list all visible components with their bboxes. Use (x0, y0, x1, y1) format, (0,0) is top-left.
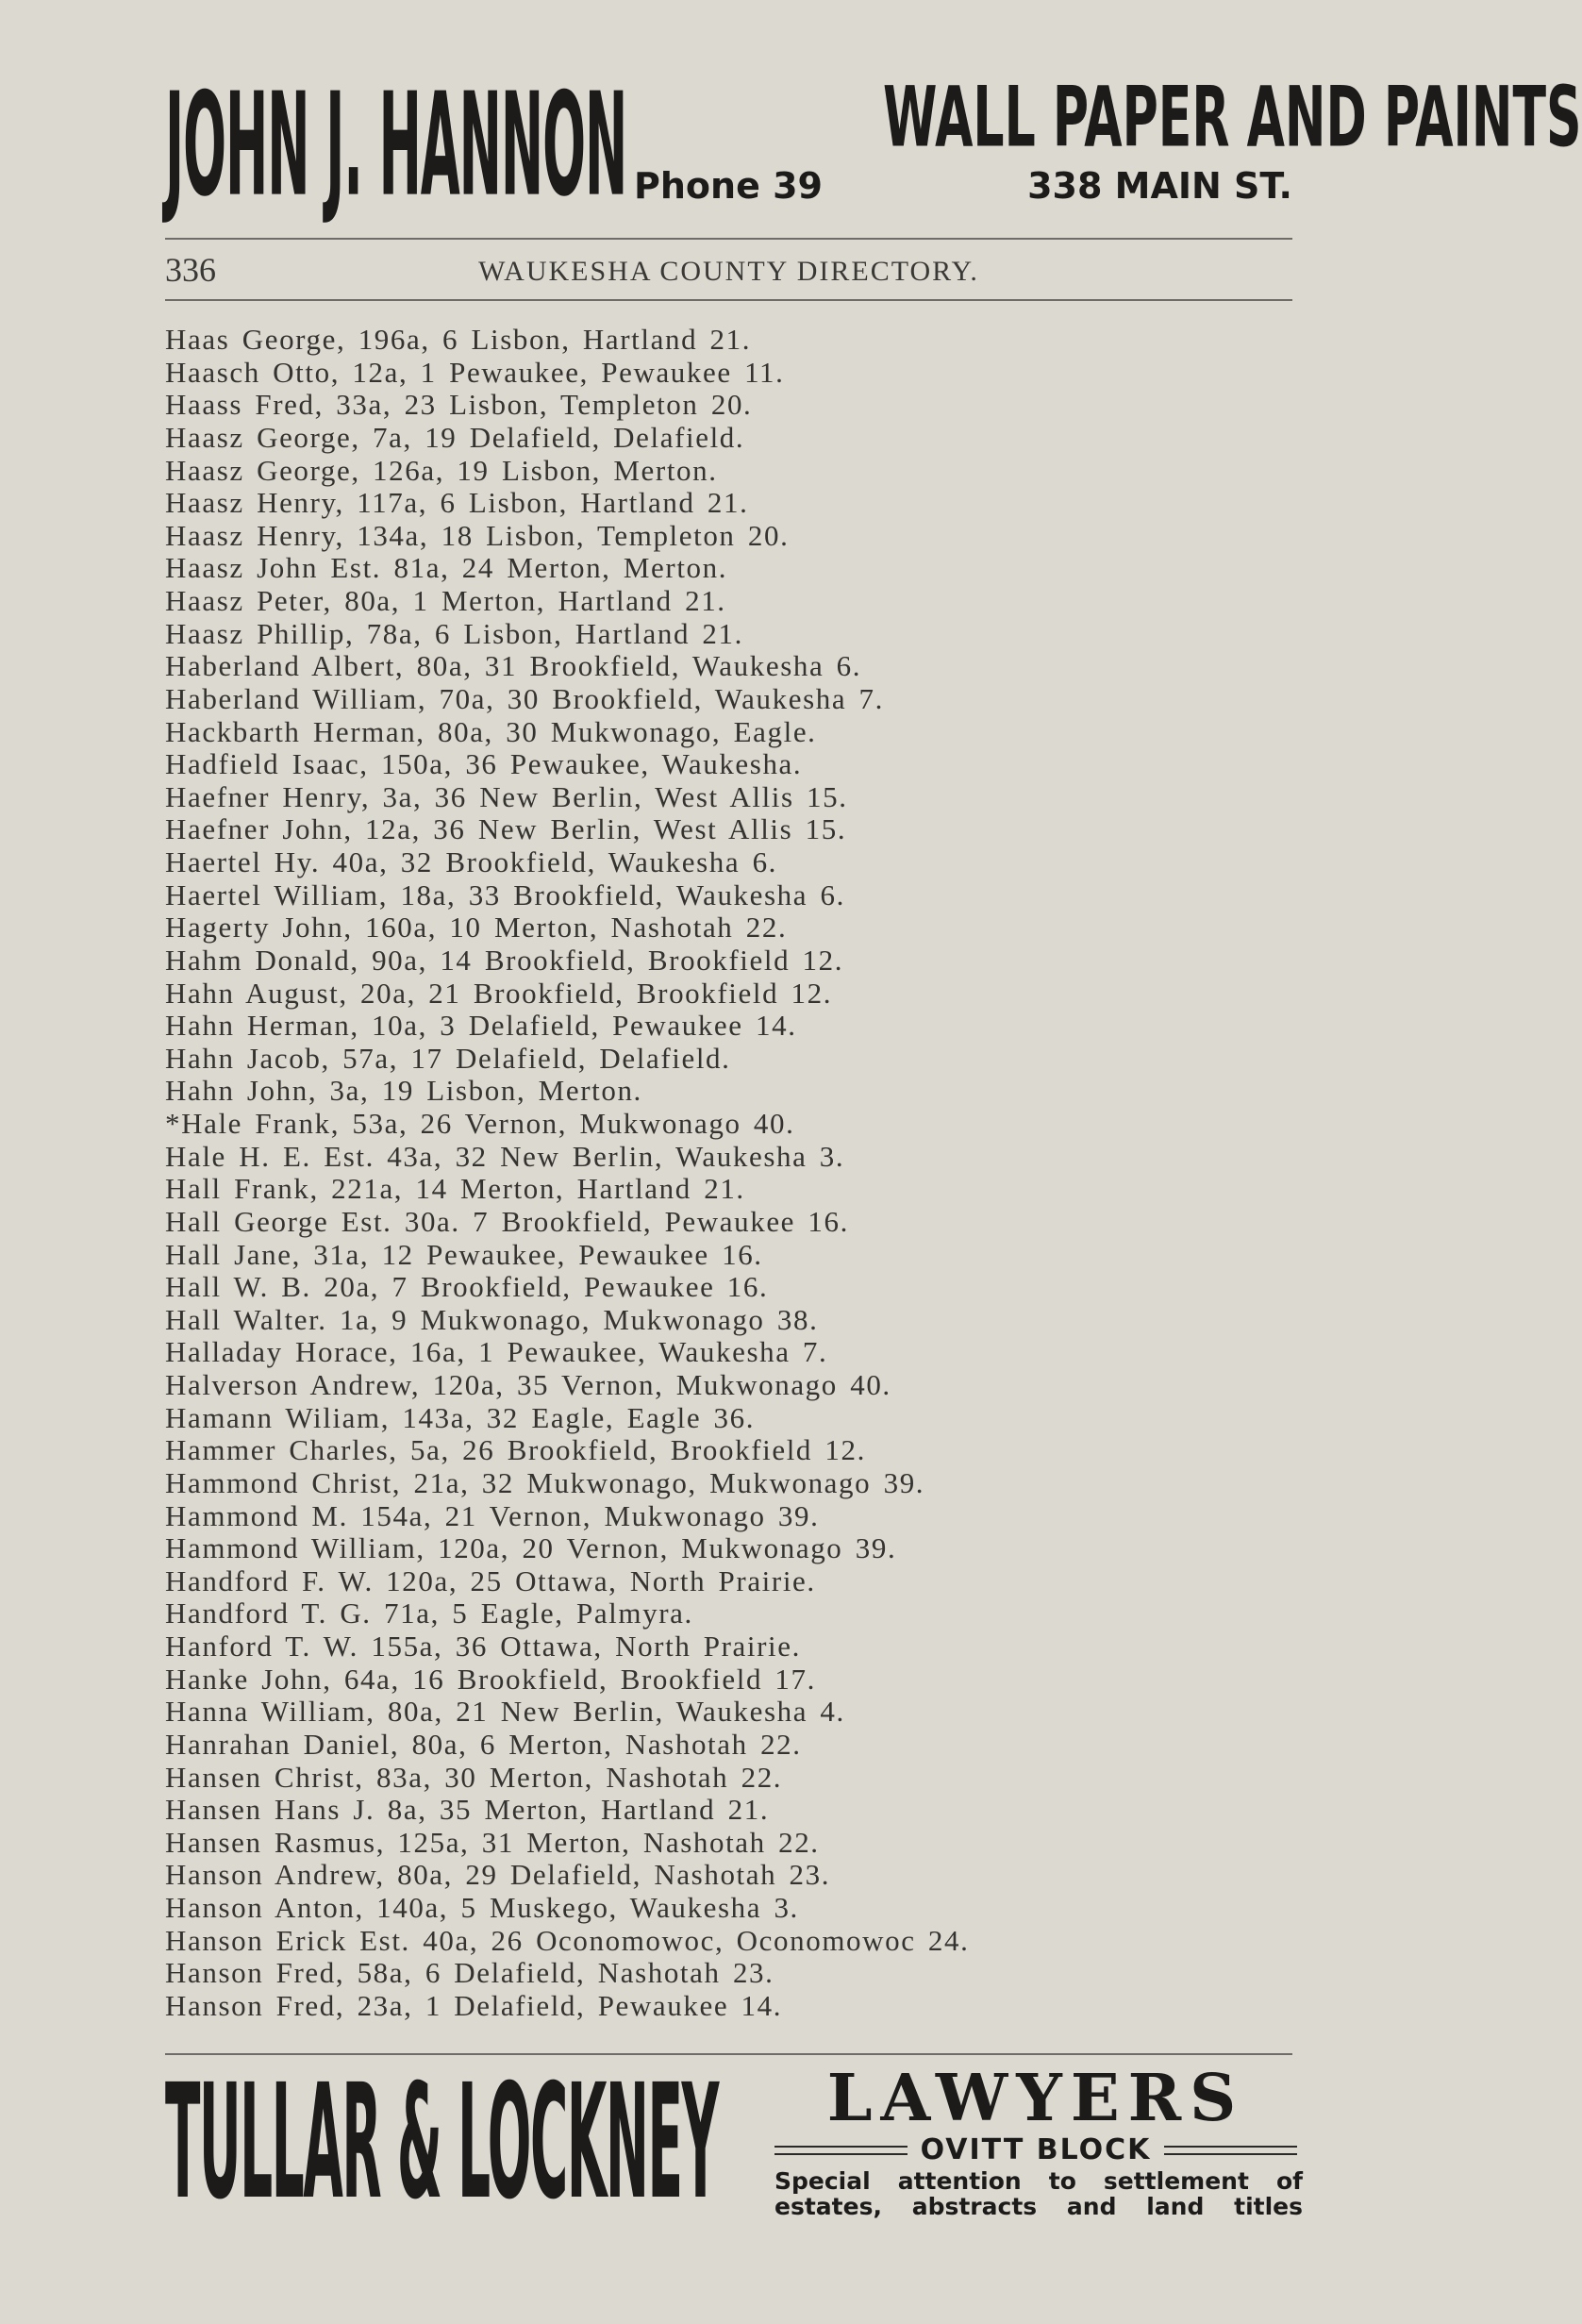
directory-entry: Hanna William, 80a, 21 New Berlin, Waukesha 4. (165, 1695, 845, 1729)
directory-entry: Hanson Fred, 23a, 1 Delafield, Pewaukee 14. (165, 1988, 783, 2022)
directory-entry: Halladay Horace, 16a, 1 Pewaukee, Waukesha 7. (165, 1335, 828, 1369)
directory-entry: Haasz Phillip, 78a, 6 Lisbon, Hartland 21. (165, 616, 743, 650)
directory-entry: Haberland William, 70a, 30 Brookfield, Waukesha 7. (165, 681, 885, 715)
directory-entry: Haefner Henry, 3a, 36 New Berlin, West Allis 15. (165, 779, 848, 813)
directory-entry: Hahn Herman, 10a, 3 Delafield, Pewaukee 14. (165, 1009, 797, 1043)
directory-entry: Handford T. G. 71a, 5 Eagle, Palmyra. (165, 1597, 693, 1630)
directory-entry: Handford F. W. 120a, 25 Ottawa, North Prairie. (165, 1563, 816, 1597)
directory-entry: Haasz Henry, 134a, 18 Lisbon, Templeton 20. (165, 518, 790, 552)
advertiser-name: JOHN J. HANNON (165, 60, 627, 228)
directory-entry: Hammond Christ, 21a, 32 Mukwonago, Mukwonago 39. (165, 1465, 925, 1499)
double-rule-left (774, 2146, 908, 2155)
directory-entry: Haasz John Est. 81a, 24 Merton, Merton. (165, 551, 728, 585)
advertisement-headline: WALL PAPER AND PAINTS (883, 68, 1582, 166)
office-block-name: OVITT BLOCK (920, 2133, 1152, 2166)
top-advertisement (165, 60, 1582, 228)
header-divider-top (165, 238, 1292, 240)
directory-entry: Hall Jane, 31a, 12 Pewaukee, Pewaukee 16. (165, 1237, 763, 1271)
directory-entry: Hagerty John, 160a, 10 Merton, Nashotah 22. (165, 911, 788, 945)
directory-entry: Hansen Rasmus, 125a, 31 Merton, Nashotah 22. (165, 1825, 820, 1859)
directory-entry: Haberland Albert, 80a, 31 Brookfield, Waukesha 6. (165, 649, 862, 683)
directory-entry: Hammer Charles, 5a, 26 Brookfield, Brookfield 12. (165, 1433, 866, 1467)
directory-entry: Hall Frank, 221a, 14 Merton, Hartland 21. (165, 1172, 745, 1206)
directory-entry: Hanson Erick Est. 40a, 26 Oconomowoc, Oconomowoc 24. (165, 1923, 970, 1957)
directory-entry: Hall George Est. 30a. 7 Brookfield, Pewaukee 16. (165, 1204, 849, 1238)
directory-entry: Hammond William, 120a, 20 Vernon, Mukwonago 39. (165, 1531, 897, 1565)
directory-entry: Hahn Jacob, 57a, 17 Delafield, Delafield. (165, 1041, 731, 1075)
tagline-line-2: estates, abstracts and land titles (774, 2193, 1303, 2220)
directory-entry: Hanson Andrew, 80a, 29 Delafield, Nashotah 23. (165, 1858, 831, 1892)
directory-entry: Haasz Henry, 117a, 6 Lisbon, Hartland 21. (165, 486, 749, 520)
advertisement-address: 338 MAIN ST. (1027, 165, 1292, 207)
directory-entry: Hamann Wiliam, 143a, 32 Eagle, Eagle 36. (165, 1400, 756, 1434)
advertisement-phone: Phone 39 (634, 165, 823, 207)
directory-entry: Haasz Peter, 80a, 1 Merton, Hartland 21. (165, 584, 726, 617)
header-divider-bottom (165, 299, 1292, 301)
directory-entry: Haertel Hy. 40a, 32 Brookfield, Waukesha 6. (165, 845, 778, 878)
advertiser-name: TULLAR & LOCKNEY (165, 2048, 718, 2234)
directory-entry: Haass Fred, 33a, 23 Lisbon, Templeton 20. (165, 388, 753, 422)
directory-entry: Hanson Anton, 140a, 5 Muskego, Waukesha 3. (165, 1891, 799, 1924)
tagline-line-1: Special attention to settlement of (774, 2167, 1303, 2195)
advertisement-tagline (774, 2168, 1303, 2219)
bottom-advertisement (165, 2048, 1303, 2234)
directory-entry: Haasz George, 7a, 19 Delafield, Delafield. (165, 420, 745, 454)
directory-entries (165, 324, 1292, 2023)
directory-entry: Hackbarth Herman, 80a, 30 Mukwonago, Eagle. (165, 714, 817, 748)
running-title: WAUKESHA COUNTY DIRECTORY. (478, 256, 979, 287)
directory-entry: Haasz George, 126a, 19 Lisbon, Merton. (165, 453, 718, 487)
directory-entry: Hall Walter. 1a, 9 Mukwonago, Mukwonago 38. (165, 1302, 819, 1336)
directory-entry: Hanke John, 64a, 16 Brookfield, Brookfield 17. (165, 1662, 816, 1696)
directory-entry: Haefner John, 12a, 36 New Berlin, West Allis 15. (165, 812, 847, 846)
directory-entry: Hahm Donald, 90a, 14 Brookfield, Brookfield 12. (165, 943, 844, 977)
advertisement-headline: LAWYERS (826, 2061, 1245, 2136)
directory-entry: *Hale Frank, 53a, 26 Vernon, Mukwonago 40. (165, 1107, 795, 1140)
directory-entry: Haas George, 196a, 6 Lisbon, Hartland 21. (165, 323, 752, 356)
directory-entry: Halverson Andrew, 120a, 35 Vernon, Mukwonago 40. (165, 1368, 891, 1401)
directory-entry: Haertel William, 18a, 33 Brookfield, Waukesha 6. (165, 878, 845, 911)
directory-entry: Hahn John, 3a, 19 Lisbon, Merton. (165, 1074, 642, 1108)
directory-entry: Hansen Hans J. 8a, 35 Merton, Hartland 21. (165, 1793, 770, 1827)
double-rule-right (1164, 2146, 1297, 2155)
directory-entry: Hammond M. 154a, 21 Vernon, Mukwonago 39. (165, 1498, 820, 1532)
directory-entry: Hadfield Isaac, 150a, 36 Pewaukee, Waukesha. (165, 747, 803, 781)
directory-entry: Haasch Otto, 12a, 1 Pewaukee, Pewaukee 11. (165, 355, 785, 389)
directory-entry: Hahn August, 20a, 21 Brookfield, Brookfield 12. (165, 976, 833, 1010)
directory-entry: Hall W. B. 20a, 7 Brookfield, Pewaukee 16. (165, 1270, 769, 1304)
directory-entry: Hansen Christ, 83a, 30 Merton, Nashotah 22. (165, 1760, 783, 1794)
directory-entry: Hanson Fred, 58a, 6 Delafield, Nashotah 23. (165, 1956, 774, 1990)
advertisement-block (774, 2134, 1297, 2166)
directory-entry: Hale H. E. Est. 43a, 32 New Berlin, Waukesha 3. (165, 1139, 845, 1173)
page-number: 336 (165, 251, 216, 289)
directory-entry: Hanrahan Daniel, 80a, 6 Merton, Nashotah 22. (165, 1727, 802, 1761)
directory-entry: Hanford T. W. 155a, 36 Ottawa, North Prairie. (165, 1630, 801, 1663)
